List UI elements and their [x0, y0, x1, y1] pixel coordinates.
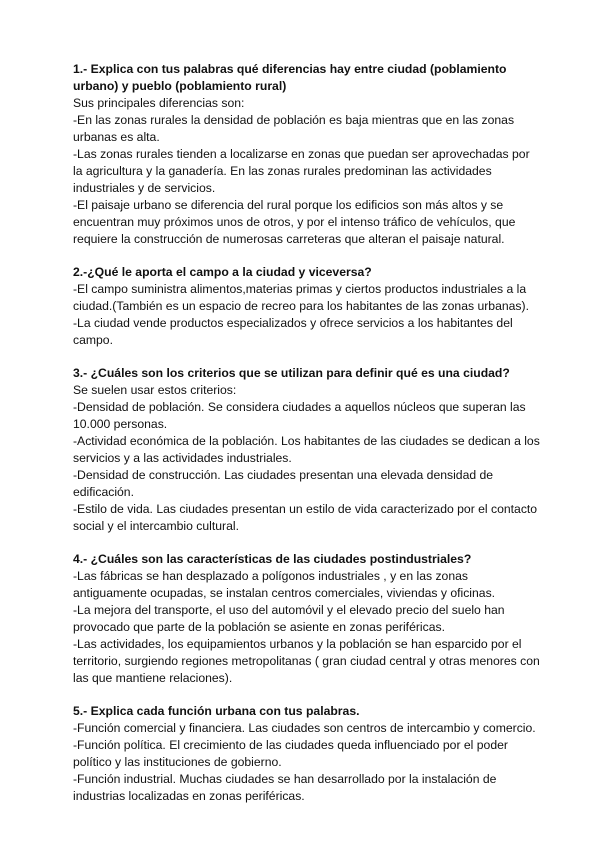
- question-heading: 3.- ¿Cuáles son los criterios que se utilizan para definir qué es una ciudad?: [73, 366, 510, 380]
- question-section-1: [73, 61, 540, 248]
- question-heading: 5.- Explica cada función urbana con tus palabras.: [73, 704, 360, 718]
- question-section-5: [73, 703, 540, 805]
- question-section-2: [73, 264, 540, 349]
- answer-line: -Función política. El crecimiento de las ciudades queda influenciado por el poder político y las instituciones de gobierno.: [73, 738, 508, 769]
- answer-line: Sus principales diferencias son:: [73, 96, 245, 110]
- answer-line: -La ciudad vende productos especializados y ofrece servicios a los habitantes del campo.: [73, 316, 513, 347]
- question-heading: 4.- ¿Cuáles son las características de las ciudades postindustriales?: [73, 552, 472, 566]
- answer-line: -Las fábricas se han desplazado a polígonos industriales , y en las zonas antiguamente ocupadas, se instalan centros comerciales, viviendas y oficinas.: [73, 569, 496, 600]
- question-heading: 2.-¿Qué le aporta el campo a la ciudad y viceversa?: [73, 265, 372, 279]
- answer-line: -Función industrial. Muchas ciudades se han desarrollado por la instalación de industrias localizadas en zonas periféricas.: [73, 772, 497, 803]
- answer-line: -Estilo de vida. Las ciudades presentan un estilo de vida caracterizado por el contacto social y el intercambio cultural.: [73, 502, 538, 533]
- question-heading: 1.- Explica con tus palabras qué diferencias hay entre ciudad (poblamiento urbano) y pueblo (poblamiento rural): [73, 62, 507, 93]
- answer-line: -Actividad económica de la población. Los habitantes de las ciudades se dedican a los servicios y a las actividades industriales.: [73, 434, 540, 465]
- answer-line: -Las zonas rurales tienden a localizarse en zonas que puedan ser aprovechadas por la agricultura y la ganadería. En las zonas rurales predominan las actividades industriales y de servicios.: [73, 147, 530, 195]
- answer-line: -Las actividades, los equipamientos urbanos y la población se han esparcido por el territorio, surgiendo regiones metropolitanas ( gran ciudad central y otras menores con las que mantiene relaciones).: [73, 637, 540, 685]
- answer-line: -Función comercial y financiera. Las ciudades son centros de intercambio y comercio.: [73, 721, 536, 735]
- answer-line: -Densidad de construcción. Las ciudades presentan una elevada densidad de edificación.: [73, 468, 494, 499]
- question-section-4: [73, 551, 540, 687]
- answer-line: -El paisaje urbano se diferencia del rural porque los edificios son más altos y se encuentran muy próximos unos de otros, y por el intenso tráfico de vehículos, que requiere la construcción de numerosas carreteras que alteran el paisaje natural.: [73, 198, 516, 246]
- question-section-3: [73, 365, 540, 535]
- answer-line: -En las zonas rurales la densidad de población es baja mientras que en las zonas urbanas es alta.: [73, 113, 515, 144]
- answer-line: -La mejora del transporte, el uso del automóvil y el elevado precio del suelo han provocado que parte de la población se asiente en zonas periféricas.: [73, 603, 505, 634]
- answer-line: Se suelen usar estos criterios:: [73, 383, 237, 397]
- answer-line: -El campo suministra alimentos,materias primas y ciertos productos industriales a la ciudad.(También es un espacio de recreo para los habitantes de las zonas urbanas).: [73, 282, 529, 313]
- answer-line: -Densidad de población. Se considera ciudades a aquellos núcleos que superan las 10.000 personas.: [73, 400, 526, 431]
